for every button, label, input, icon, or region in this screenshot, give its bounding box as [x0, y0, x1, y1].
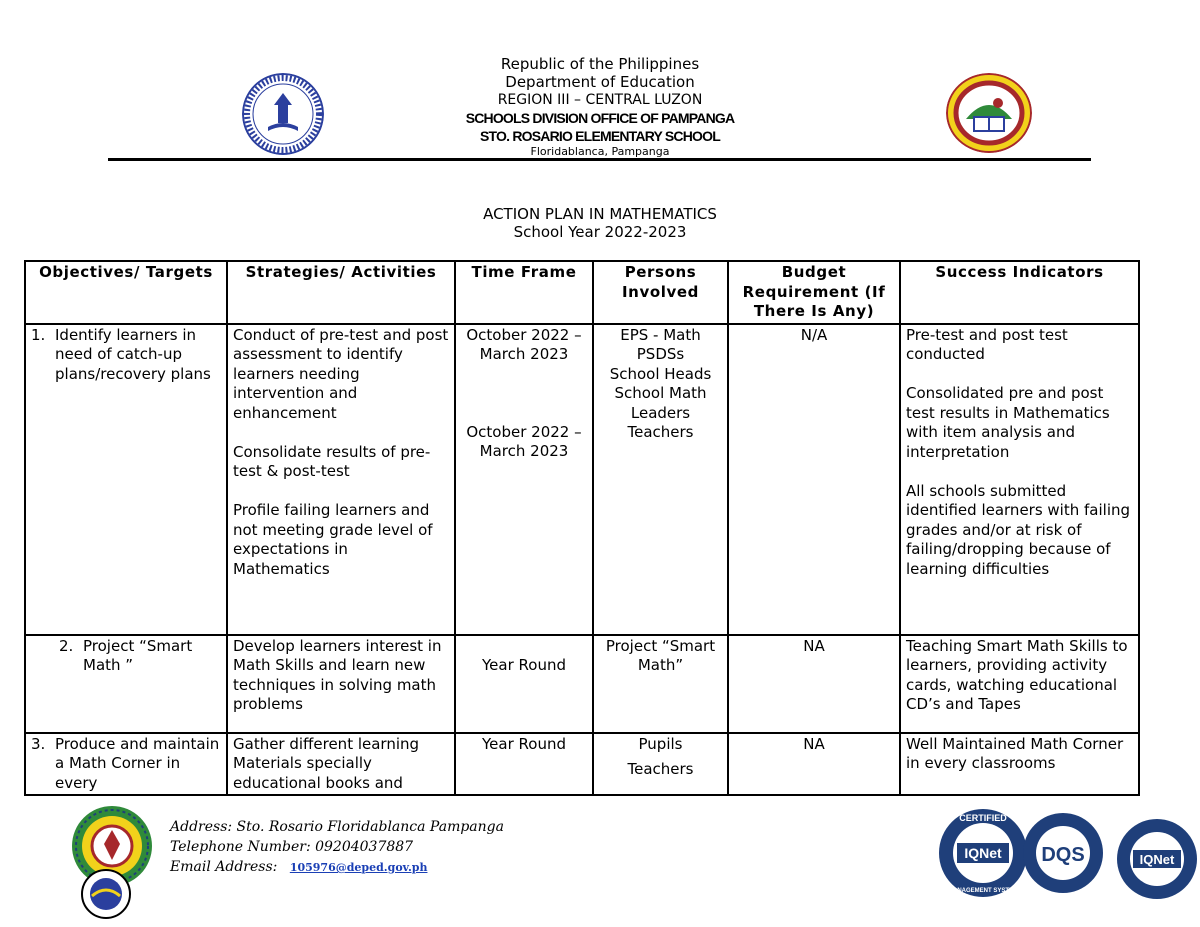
header-divider: [108, 158, 1091, 161]
timeframe-text: October 2022 – March 2023: [466, 422, 582, 460]
person-text: EPS - Math: [620, 325, 701, 344]
cert1-text: IQNet: [964, 845, 1002, 861]
objective-cell: [25, 635, 227, 733]
timeframe-cell: [455, 733, 593, 796]
objective-text: Identify learners in need of catch-up plans/recovery plans: [55, 325, 211, 383]
action-plan-table: [24, 260, 1140, 796]
title-school-year: School Year 2022-2023: [513, 223, 687, 241]
indicators-cell: [900, 635, 1139, 733]
timeframe-text: Year Round: [482, 734, 566, 753]
strategies-cell: [227, 324, 455, 635]
strategies-cell: [227, 635, 455, 733]
header-objectives: Objectives/ Targets: [25, 261, 227, 324]
header-persons: Persons Involved: [593, 261, 728, 324]
person-text: PSDSs: [636, 345, 685, 363]
person-text: Project “Smart Math”: [605, 636, 716, 674]
letterhead-department: Department of Education: [505, 73, 695, 91]
person-text: Teachers: [627, 760, 694, 778]
person-text: School Math Leaders: [614, 384, 707, 422]
dqs-badge-icon: [1023, 813, 1103, 893]
address-line: Address: Sto. Rosario Floridablanca Pampanga: [170, 819, 504, 835]
timeframe-text: October 2022 – March 2023: [466, 325, 582, 363]
division-seal-icon: [946, 73, 1032, 153]
indicator-text: Well Maintained Math Corner in every classrooms: [906, 734, 1124, 772]
cert3-text: IQNet: [1139, 852, 1175, 867]
person-text: School Heads: [609, 364, 712, 383]
strategy-text: Conduct of pre-test and post assessment to identify learners needing intervention and enhancement: [233, 325, 449, 422]
indicators-cell: [900, 733, 1139, 796]
objective-cell: [25, 324, 227, 635]
title-main: ACTION PLAN IN MATHEMATICS: [483, 205, 717, 223]
cert-ring-bottom-text: MANAGEMENT SYSTEM: [947, 888, 1019, 894]
persons-cell: [593, 733, 728, 796]
letterhead: [330, 55, 870, 159]
document-title: [300, 205, 900, 241]
cert2-text: DQS: [1041, 844, 1085, 866]
letterhead-division: SCHOOLS DIVISION OFFICE OF PAMPANGA: [465, 110, 735, 126]
email-link[interactable]: 105976@deped.gov.ph: [289, 861, 428, 874]
telephone-line: Telephone Number: 09204037887: [170, 839, 414, 855]
budget-cell: NA: [728, 733, 900, 796]
indicator-text: Teaching Smart Math Skills to learners, providing activity cards, watching educational CD’s and Tapes: [906, 636, 1128, 713]
persons-cell: [593, 324, 728, 635]
objective-cell: [25, 733, 227, 796]
header-strategies: Strategies/ Activities: [227, 261, 455, 324]
table-row: [25, 733, 1139, 796]
timeframe-cell: [455, 635, 593, 733]
letterhead-region: REGION III – CENTRAL LUZON: [497, 92, 703, 108]
objective-number: 3.: [31, 734, 46, 753]
strategies-cell: [227, 733, 455, 796]
iqnet-badge-icon: [939, 809, 1027, 897]
letterhead-location: Floridablanca, Pampanga: [530, 145, 670, 158]
header-time-frame: Time Frame: [455, 261, 593, 324]
budget-cell: N/A: [728, 324, 900, 635]
header-indicators: Success Indicators: [900, 261, 1139, 324]
letterhead-school: STO. ROSARIO ELEMENTARY SCHOOL: [480, 128, 720, 144]
letterhead-republic: Republic of the Philippines: [500, 55, 700, 73]
strategy-text: Profile failing learners and not meeting grade level of expectations in Mathematics: [233, 501, 433, 578]
email-label: Email Address:: [170, 859, 278, 875]
header-budget: Budget Requirement (If There Is Any): [728, 261, 900, 324]
iqnet-badge-icon: [1117, 819, 1197, 899]
certification-badges: [935, 805, 1200, 905]
email-line: [170, 857, 504, 878]
strategy-text: Gather different learning Materials specially educational books and: [233, 734, 420, 792]
timeframe-cell: [455, 324, 593, 635]
budget-cell: NA: [728, 635, 900, 733]
indicator-text: Pre-test and post test conducted: [906, 325, 1068, 363]
indicator-text: All schools submitted identified learners with failing grades and/or at risk of failing/dropping because of learning difficulties: [906, 481, 1131, 578]
indicators-cell: [900, 324, 1139, 635]
contact-block: [170, 817, 504, 878]
person-text: Pupils: [638, 734, 683, 753]
persons-cell: [593, 635, 728, 733]
school-logo-icon: [62, 804, 158, 919]
objective-number: 1.: [31, 325, 46, 344]
strategy-text: Consolidate results of pre-test & post-test: [233, 442, 431, 480]
indicator-text: Consolidated pre and post test results in Mathematics with item analysis and interpretation: [906, 384, 1110, 461]
objective-text: Produce and maintain a Math Corner in every: [55, 734, 220, 792]
strategy-text: Develop learners interest in Math Skills and learn new techniques in solving math problems: [233, 636, 442, 713]
cert-ring-text: CERTIFIED: [959, 813, 1007, 823]
objective-text: Project “Smart Math ”: [83, 636, 193, 674]
deped-seal-icon: [242, 73, 324, 155]
person-text: Teachers: [627, 423, 694, 441]
timeframe-text: Year Round: [482, 656, 566, 674]
table-header-row: [25, 261, 1139, 324]
table-row: [25, 635, 1139, 733]
objective-number: 2.: [59, 636, 74, 655]
table-row: [25, 324, 1139, 635]
